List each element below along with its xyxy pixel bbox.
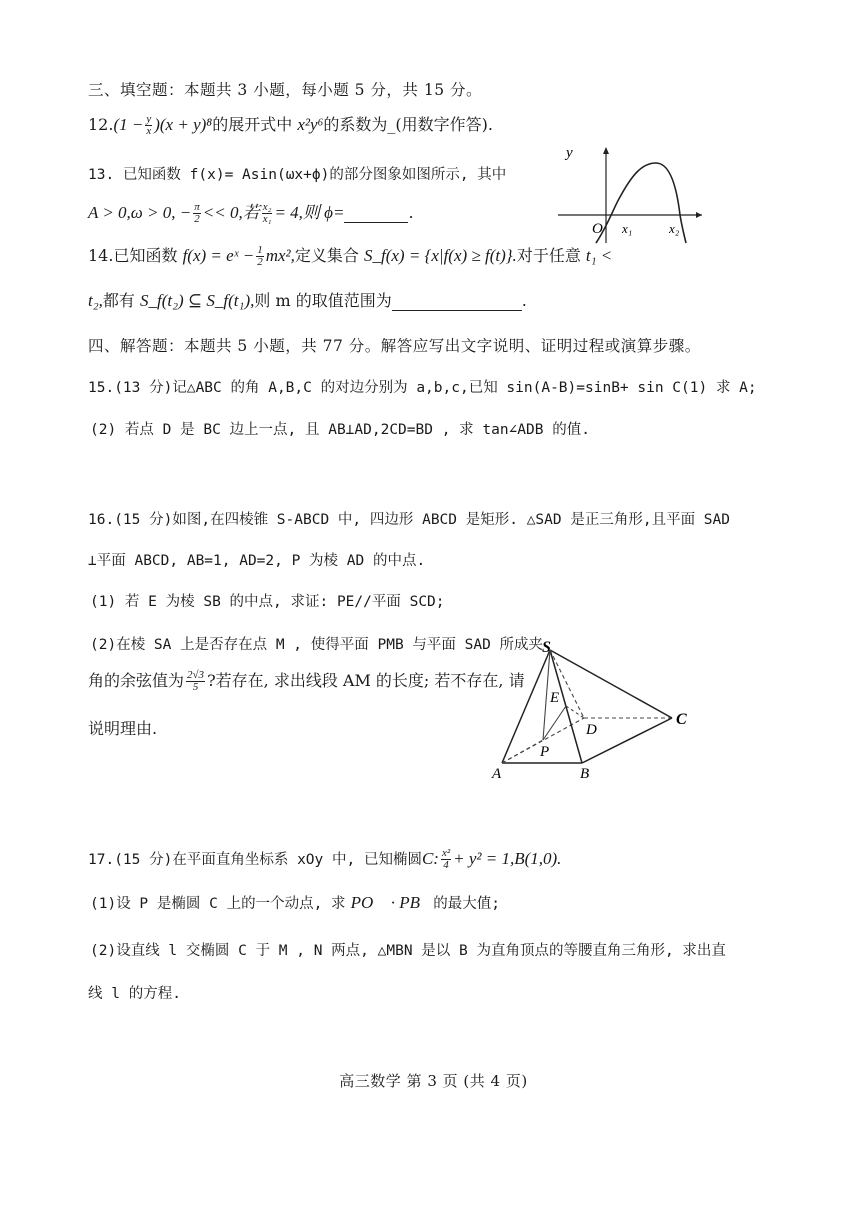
- q15-line1: 15.(13 分)记△ABC 的角 A,B,C 的对边分别为 a,b,c,已知 sin(A-B)=sinB+ sin C(1) 求 A;: [88, 380, 757, 396]
- question-13-line1: [88, 163, 506, 184]
- q13-ratio: $\frac{\text{x₂}}{\text{x₁}}$: [262, 201, 272, 225]
- q17-ellipse-frac: $\frac{\text{x²}}{4}$: [441, 847, 451, 871]
- q12-expr-rest: )(x + y)⁸: [154, 115, 213, 134]
- q14-subset: S_f(t₂) ⊆ S_f(t₁),: [140, 291, 255, 310]
- question-14-line1: [88, 243, 612, 268]
- graph-x-arrow: [696, 212, 702, 218]
- q17-line2: [90, 892, 500, 913]
- label-C: C: [676, 711, 687, 728]
- q12-text-a: 的展开式中: [212, 115, 293, 134]
- label-P: P: [540, 744, 550, 760]
- q14-text-b: 定义集合: [294, 246, 359, 265]
- q14-line2-a: t₂,: [88, 291, 103, 310]
- q14-number: 14.: [88, 246, 114, 265]
- q15-line2: (2) 若点 D 是 BC 边上一点, 且 AB⊥AD,2CD=BD , 求 tan∠ADB 的值.: [90, 422, 590, 438]
- sine-graph-figure: [556, 145, 706, 245]
- q14-line2-c: 则 m 的取值范围为: [254, 291, 392, 310]
- q16-line5: [88, 668, 525, 693]
- q17-line2-b: 的最大值;: [433, 896, 500, 912]
- pyramid-figure: [488, 640, 698, 815]
- label-B: B: [580, 766, 590, 782]
- label-S: S: [542, 640, 551, 656]
- q17-line3: (2)设直线 l 交椭圆 C 于 M , N 两点, △MBN 是以 B 为直角顶点的等腰直角三角形, 求出直: [90, 943, 726, 959]
- q12-frac: $\frac{y}{x}$: [146, 113, 152, 137]
- q13-number: 13.: [88, 167, 115, 183]
- q14-answer-blank: [392, 291, 522, 311]
- question-13-line2: [88, 198, 414, 225]
- q16-line2: ⊥平面 ABCD, AB=1, AD=2, P 为棱 AD 的中点.: [88, 553, 426, 569]
- q13-cond-b: << 0,若: [202, 203, 260, 222]
- q17-ellipse-a: C:: [421, 849, 439, 868]
- q17-line2-a: (1)设 P 是椭圆 C 上的一个动点, 求: [90, 896, 346, 912]
- q14-text-c: 对于任意: [516, 246, 581, 265]
- q17-vector: PO⃗ · PB⃗: [350, 893, 434, 912]
- q14-frac: $\frac{1}{2}$: [257, 244, 263, 268]
- q16-cos-frac: $\frac{2√3}{5}$: [187, 669, 205, 693]
- q16-line5-a: 角的余弦值为: [88, 671, 185, 690]
- q13-text-a: 已知函数 f(x)= Asin(ωx+ϕ)的部分图象如图所示, 其中: [122, 167, 507, 183]
- q16-line6: 说明理由.: [88, 719, 158, 738]
- page-footer: 高三数学 第 3 页 (共 4 页): [339, 1072, 528, 1090]
- label-D: D: [586, 722, 597, 738]
- q16-line1: 16.(15 分)如图,在四棱锥 S-ABCD 中, 四边形 ABCD 是矩形. △SAD 是正三角形,且平面 SAD: [88, 512, 730, 528]
- q14-set: S_f(x) = {x|f(x) ≥ f(t)}.: [363, 246, 517, 265]
- section-3-heading: 三、填空题：本题共 3 小题，每小题 5 分，共 15 分。: [88, 81, 483, 99]
- q14-func-b: mx²,: [265, 246, 295, 265]
- graph-x1-label: x₁: [622, 221, 633, 236]
- q12-term: x²y⁶: [297, 115, 324, 134]
- label-A: A: [492, 766, 502, 782]
- graph-x2-label: x₂: [669, 221, 680, 236]
- question-12: [88, 112, 493, 137]
- graph-y-label: y: [566, 145, 573, 161]
- q17-line1: [88, 848, 561, 871]
- q17-ellipse-b: + y² = 1,B(1,0).: [453, 849, 562, 868]
- q13-answer-blank: [344, 203, 408, 223]
- q12-expr-open: (1 −: [113, 115, 144, 134]
- graph-y-arrow: [603, 147, 609, 154]
- q14-end: .: [521, 291, 527, 310]
- label-E: E: [550, 690, 560, 706]
- q17-line4: 线 l 的方程.: [88, 986, 181, 1002]
- q16-line4: (2)在棱 SA 上是否存在点 M , 使得平面 PMB 与平面 SAD 所成夹: [90, 637, 544, 653]
- q14-line2-b: 都有: [102, 291, 135, 310]
- segment-AP: [502, 740, 543, 763]
- q14-text-a: 已知函数: [113, 246, 178, 265]
- q13-end: .: [408, 203, 414, 222]
- segment-PE: [543, 706, 566, 740]
- section-4-heading: 四、解答题：本题共 5 小题，共 77 分。解答应写出文字说明、证明过程或演算步骤。: [88, 337, 701, 355]
- graph-origin-label: O: [592, 221, 603, 237]
- q12-text-b: 的系数为_(用数字作答).: [323, 115, 493, 134]
- q14-func: f(x) = eˣ −: [182, 246, 255, 265]
- q13-cond: A > 0,ω > 0, −: [88, 203, 192, 222]
- q14-cond: t₁ <: [585, 246, 613, 265]
- q16-line3: (1) 若 E 为棱 SB 的中点, 求证: PE//平面 SCD;: [90, 594, 445, 610]
- q13-cond-frac: $\frac{\pi}{2}$: [194, 201, 200, 225]
- q13-cond-c: = 4,则 ϕ=: [274, 203, 345, 222]
- q17-line1-a: 17.(15 分)在平面直角坐标系 xOy 中, 已知椭圆: [88, 852, 422, 868]
- question-14-line2: [88, 288, 527, 311]
- q16-line5-b: ?若存在, 求出线段 AM 的长度; 若不存在, 请: [207, 671, 525, 690]
- q12-number: 12.: [88, 115, 114, 134]
